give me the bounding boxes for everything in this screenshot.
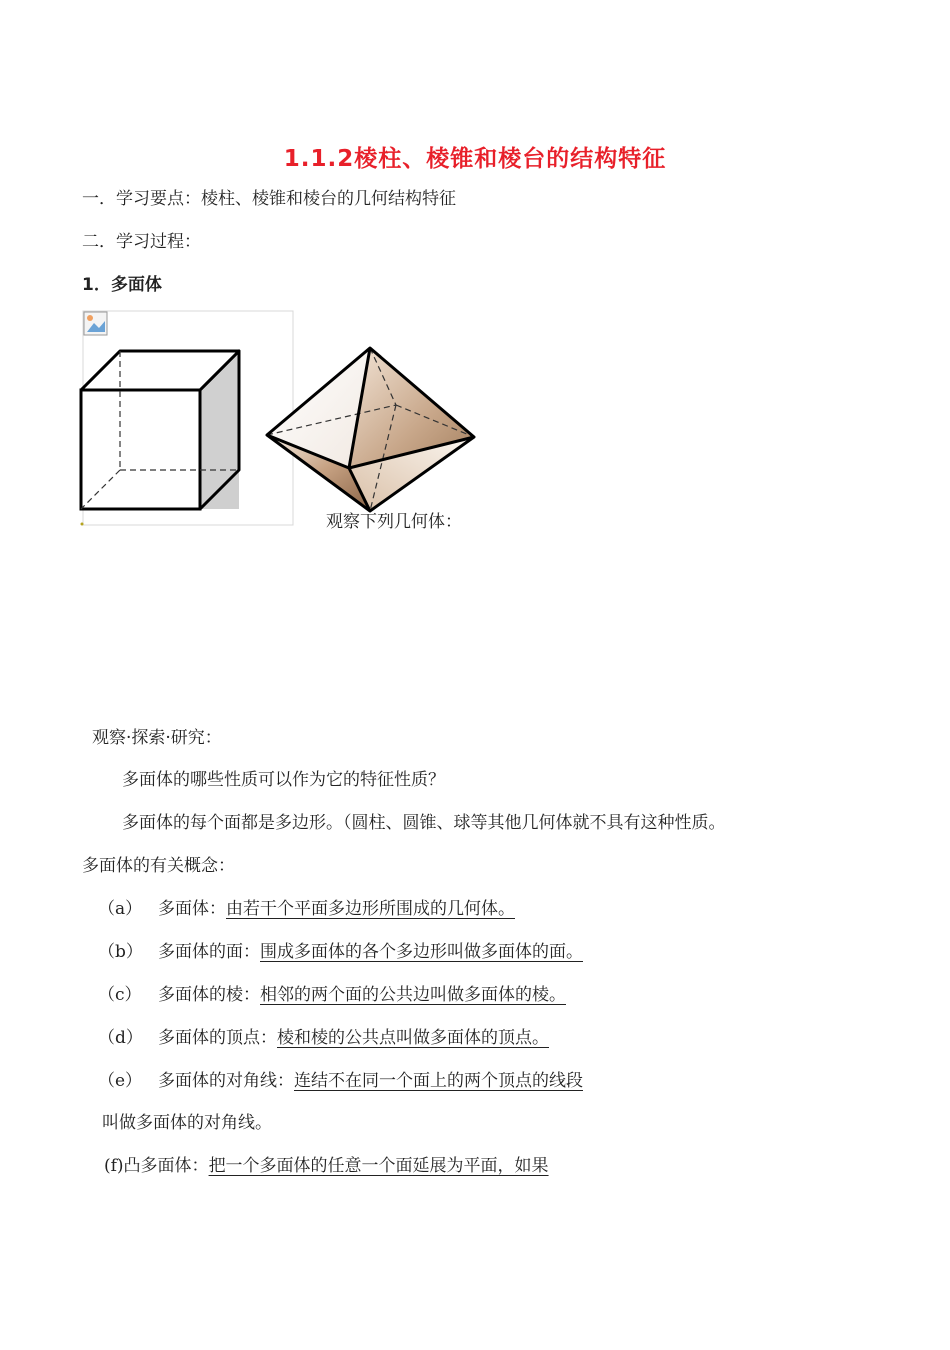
- concept-e-continuation: 叫做多面体的对角线。: [102, 1113, 272, 1133]
- concept-definition: 连结不在同一个面上的两个顶点的线段: [294, 1071, 583, 1091]
- concept-e: [98, 1070, 583, 1092]
- concept-d: [98, 1027, 549, 1049]
- concept-definition: 棱和棱的公共点叫做多面体的顶点。: [277, 1028, 549, 1048]
- concept-label: （d）: [98, 1028, 143, 1048]
- octahedron-figure: [262, 343, 480, 515]
- concept-term: 多面体：: [158, 899, 226, 919]
- convex-definition: 把一个多面体的任意一个面延展为平面，如果: [208, 1156, 549, 1176]
- figure-caption: 观察下列几何体：: [326, 512, 462, 532]
- learning-points: 一．学习要点：棱柱、棱锥和棱台的几何结构特征: [82, 189, 456, 209]
- concept-label: （a）: [98, 899, 143, 919]
- concept-term: 多面体的对角线：: [158, 1071, 294, 1091]
- concept-definition: 相邻的两个面的公共边叫做多面体的棱。: [260, 985, 566, 1005]
- broken-image-icon: [84, 312, 107, 335]
- concept-b: [98, 941, 583, 963]
- concepts-heading: 多面体的有关概念：: [82, 856, 235, 876]
- concept-label: （b）: [98, 942, 143, 962]
- convex-polyhedron: [104, 1155, 549, 1177]
- learning-process-heading: 二．学习过程：: [82, 232, 201, 252]
- concept-c: [98, 984, 566, 1006]
- concept-term: 多面体的棱：: [158, 985, 260, 1005]
- page-title: 1.1.2棱柱、棱锥和棱台的结构特征: [283, 146, 667, 172]
- concept-label: （e）: [98, 1071, 143, 1091]
- concept-definition: 围成多面体的各个多边形叫做多面体的面。: [260, 942, 583, 962]
- concept-term: 多面体的面：: [158, 942, 260, 962]
- observe-heading: 观察·探索·研究：: [92, 728, 222, 748]
- concept-a: [98, 898, 515, 920]
- concept-label: （c）: [98, 985, 142, 1005]
- polyhedron-subheading: 1．多面体: [82, 275, 162, 295]
- convex-term: (f)凸多面体：: [104, 1156, 209, 1176]
- characteristic-question: 多面体的哪些性质可以作为它的特征性质？: [122, 770, 445, 790]
- characteristic-answer: 多面体的每个面都是多边形。（圆柱、圆锥、球等其他几何体就不具有这种性质。: [122, 813, 726, 833]
- concept-definition: 由若干个平面多边形所围成的几何体。: [226, 899, 515, 919]
- concept-term: 多面体的顶点：: [158, 1028, 277, 1048]
